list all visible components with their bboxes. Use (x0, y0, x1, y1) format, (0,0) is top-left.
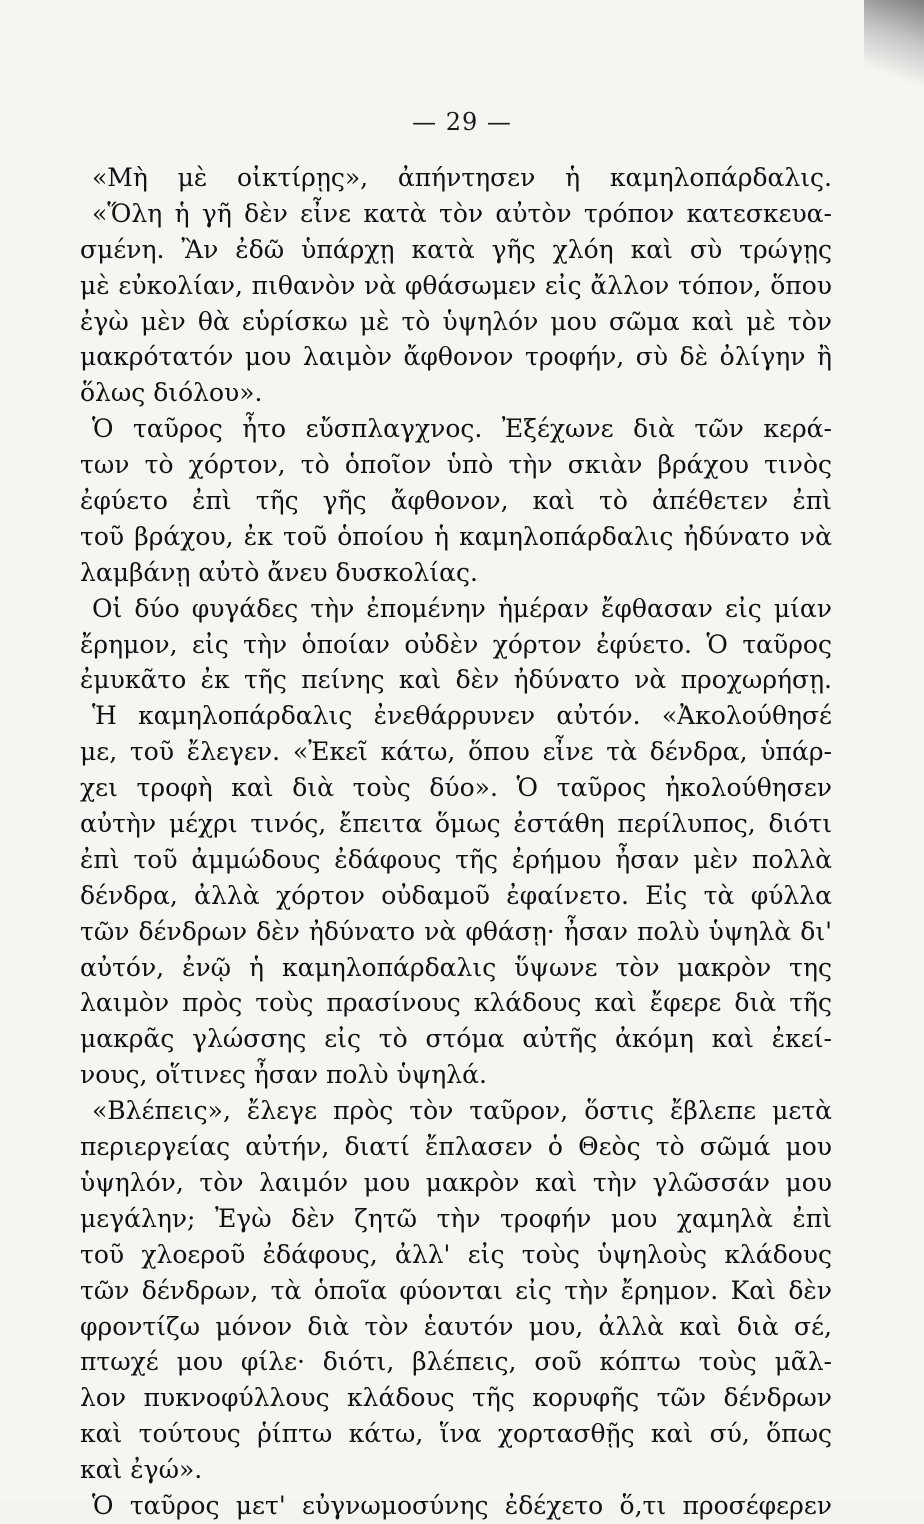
text-line: με, τοῦ ἔλεγεν. «Ἐκεῖ κάτω, ὅπου εἶνε τὰ δένδρα, ὑπάρ- (80, 737, 832, 767)
text-line: φροντίζω μόνον διὰ τὸν ἑαυτόν μου, ἀλλὰ καὶ διὰ σέ, (80, 1311, 832, 1341)
text-line: «Μὴ μὲ οἰκτίρῃς», ἀπήντησεν ἡ καμηλοπάρδαλις. (92, 163, 832, 192)
text-line: καὶ ἐγώ». (80, 1455, 203, 1485)
text-line: τοῦ χλοεροῦ ἐδάφους, ἀλλ' εἰς τοὺς ὑψηλοὺς κλάδους (80, 1239, 832, 1269)
text-line: Ὁ ταῦρος ἦτο εὔσπλαγχνος. Ἐξέχωνε διὰ τῶν κερά- (92, 414, 832, 444)
text-line: τῶν δένδρων, τὰ ὁποῖα φύονται εἰς τὴν ἔρημον. Καὶ δὲν (80, 1275, 832, 1305)
text-line: αὐτὴν μέχρι τινός, ἔπειτα ὅμως ἐστάθη περίλυπος, διότι (80, 809, 832, 839)
text-line: ἔρημον, εἰς τὴν ὁποίαν οὐδὲν χόρτον ἐφύετο. Ὁ ταῦρος (80, 629, 832, 659)
text-line: χει τροφὴ καὶ διὰ τοὺς δύο». Ὁ ταῦρος ἠκολούθησεν (80, 773, 832, 803)
text-line: ὅλως διόλου». (80, 378, 263, 408)
text-line: τῶν δένδρων δὲν ἠδύνατο νὰ φθάσῃ· ἦσαν πολὺ ὑψηλὰ δι' (80, 916, 832, 946)
page-number: — 29 — (412, 108, 512, 136)
text-line: «Βλέπεις», ἔλεγε πρὸς τὸν ταῦρον, ὅστις ἔβλεπε μετὰ (92, 1096, 832, 1126)
text-line: λαιμὸν πρὸς τοὺς πρασίνους κλάδους καὶ ἔφερε διὰ τῆς (80, 988, 832, 1018)
body-text (80, 160, 832, 1524)
text-line: ἐγὼ μὲν θὰ εὑρίσκω μὲ τὸ ὑψηλόν μου σῶμα καὶ μὲ τὸν (80, 306, 832, 336)
text-line: μὲ εὐκολίαν, πιθανὸν νὰ φθάσωμεν εἰς ἄλλον τόπον, ὅπου (80, 270, 832, 300)
text-line: νους, οἵτινες ἦσαν πολὺ ὑψηλά. (80, 1060, 487, 1090)
text-line: μακρότατόν μου λαιμὸν ἄφθονον τροφήν, σὺ δὲ ὀλίγην ἢ (80, 342, 832, 372)
text-line: μεγάλην; Ἐγὼ δὲν ζητῶ τὴν τροφήν μου χαμηλὰ ἐπὶ (80, 1203, 832, 1233)
text-line: «Ὅλη ἡ γῆ δὲν εἶνε κατὰ τὸν αὐτὸν τρόπον κατεσκευα- (92, 198, 832, 228)
text-line: Ὁ ταῦρος μετ' εὐγνωμοσύνης ἐδέχετο ὅ,τι προσέφερεν (92, 1490, 832, 1520)
text-line: σμένη. Ἂν ἐδῶ ὑπάρχῃ κατὰ γῆς χλόη καὶ σὺ τρώγῃς (80, 234, 832, 264)
text-line: καὶ τούτους ῥίπτω κάτω, ἵνα χορτασθῇς καὶ σύ, ὅπως (80, 1419, 832, 1449)
text-line: λαμβάνῃ αὐτὸ ἄνευ δυσκολίας. (80, 557, 478, 587)
text-line: ἐμυκᾶτο ἐκ τῆς πείνης καὶ δὲν ἠδύνατο νὰ προχωρήσῃ. (80, 665, 832, 695)
text-line: Ἡ καμηλοπάρδαλις ἐνεθάρρυνεν αὐτόν. «Ἀκολούθησέ (92, 701, 832, 731)
text-line: Οἱ δύο φυγάδες τὴν ἐπομένην ἡμέραν ἔφθασαν εἰς μίαν (92, 593, 832, 623)
text-line: αὐτόν, ἐνῷ ἡ καμηλοπάρδαλις ὕψωνε τὸν μακρὸν της (80, 952, 832, 982)
text-line: λον πυκνοφύλλους κλάδους τῆς κορυφῆς τῶν δένδρων (80, 1383, 832, 1413)
text-line: ἐπὶ τοῦ ἀμμώδους ἐδάφους τῆς ἐρήμου ἦσαν μὲν πολλὰ (80, 844, 832, 874)
text-line: πτωχέ μου φίλε· διότι, βλέπεις, σοῦ κόπτω τοὺς μᾶλ- (80, 1347, 832, 1377)
text-line: των τὸ χόρτον, τὸ ὁποῖον ὑπὸ τὴν σκιὰν βράχου τινὸς (80, 450, 832, 480)
text-line: δένδρα, ἀλλὰ χόρτον οὐδαμοῦ ἐφαίνετο. Εἰς τὰ φύλλα (80, 880, 832, 910)
text-line: ὑψηλόν, τὸν λαιμόν μου μακρὸν καὶ τὴν γλῶσσάν μου (80, 1167, 832, 1197)
text-line: μακρᾶς γλώσσης εἰς τὸ στόμα αὐτῆς ἀκόμη καὶ ἐκεί- (80, 1024, 832, 1054)
text-line: περιεργείας αὐτήν, διατί ἔπλασεν ὁ Θεὸς τὸ σῶμά μου (80, 1132, 832, 1162)
page-corner-shadow (864, 0, 924, 90)
text-line: τοῦ βράχου, ἐκ τοῦ ὁποίου ἡ καμηλοπάρδαλις ἠδύνατο νὰ (80, 521, 832, 551)
text-line: ἐφύετο ἐπὶ τῆς γῆς ἄφθονον, καὶ τὸ ἀπέθετεν ἐπὶ (80, 486, 832, 516)
